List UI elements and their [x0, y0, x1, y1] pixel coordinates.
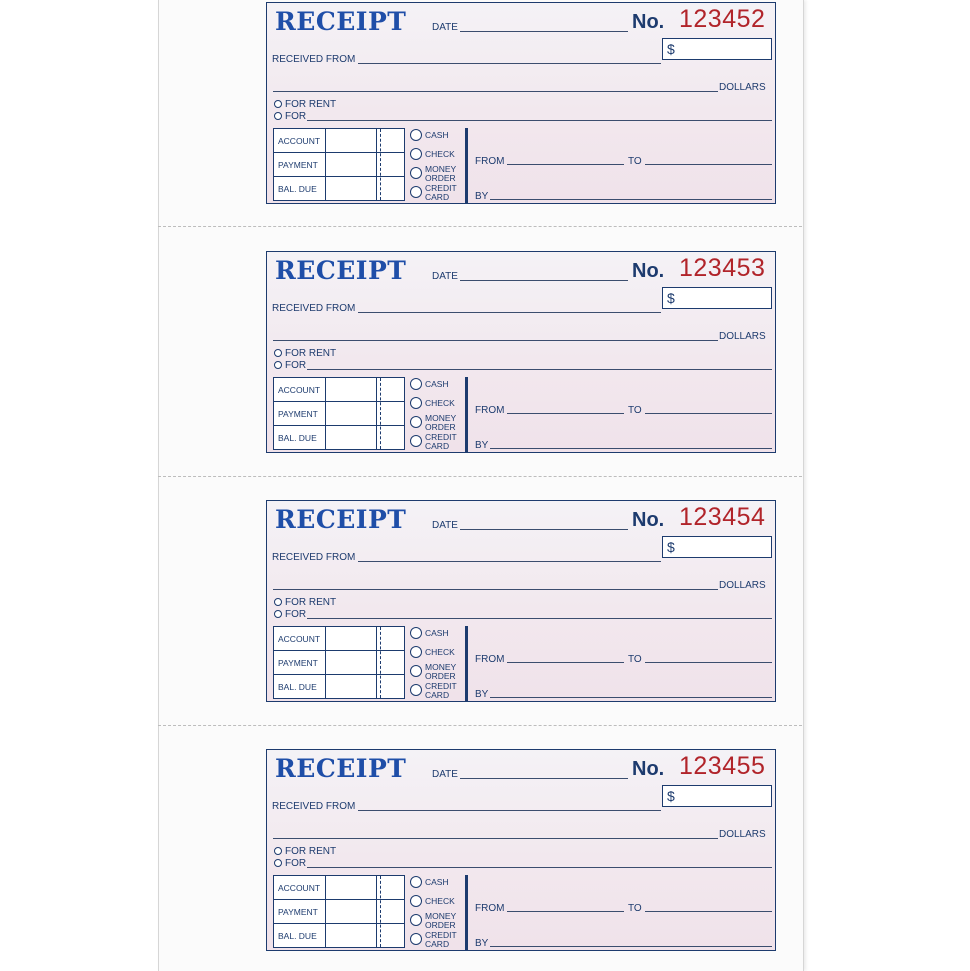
for-rent-label: FOR RENT — [285, 597, 337, 608]
account-amount-cell[interactable] — [326, 876, 406, 899]
for-label: FOR — [285, 609, 307, 620]
payment-amount-cell[interactable] — [326, 153, 406, 176]
for-rent-radio[interactable] — [274, 100, 282, 108]
to-field[interactable] — [645, 413, 772, 414]
credit-card-label-line2: CARD — [425, 939, 450, 949]
received-from-field[interactable] — [358, 810, 661, 811]
from-field[interactable] — [507, 164, 624, 165]
account-table — [273, 377, 405, 450]
receipt-number: 123453 — [679, 254, 766, 282]
from-label: FROM — [475, 654, 505, 665]
for-radio[interactable] — [274, 859, 282, 867]
account-table — [273, 875, 405, 948]
for-label: FOR — [285, 111, 307, 122]
check-radio[interactable] — [410, 397, 422, 409]
date-label: DATE — [432, 22, 458, 33]
perforation-line — [158, 226, 802, 227]
received-from-label: RECEIVED FROM — [272, 801, 356, 812]
payment-label: PAYMENT — [278, 409, 318, 419]
amount-in-words-field[interactable] — [273, 91, 718, 92]
receipt-title: RECEIPT — [275, 754, 407, 783]
check-label: CHECK — [425, 398, 455, 408]
by-field[interactable] — [490, 448, 772, 449]
credit-card-label-line2: CARD — [425, 192, 450, 202]
money-order-radio[interactable] — [410, 665, 422, 677]
bal-due-label: BAL. DUE — [278, 184, 317, 194]
money-order-label-line2: ORDER — [425, 173, 456, 183]
receipt-number-label: No. — [632, 509, 665, 531]
section-divider — [465, 626, 468, 701]
cash-label: CASH — [425, 130, 449, 140]
by-field[interactable] — [490, 697, 772, 698]
receipt-form-2 — [266, 251, 776, 453]
check-label: CHECK — [425, 896, 455, 906]
date-field[interactable] — [460, 778, 628, 779]
credit-card-radio[interactable] — [410, 684, 422, 696]
to-label: TO — [628, 156, 642, 167]
by-label: BY — [475, 938, 489, 949]
amount-field[interactable] — [662, 38, 772, 60]
credit-card-label-line2: CARD — [425, 690, 450, 700]
account-amount-cell[interactable] — [326, 378, 406, 401]
payment-label: PAYMENT — [278, 907, 318, 917]
payment-label: PAYMENT — [278, 160, 318, 170]
bal-due-amount-cell[interactable] — [326, 675, 406, 699]
from-label: FROM — [475, 903, 505, 914]
received-from-field[interactable] — [358, 63, 661, 64]
account-label: ACCOUNT — [278, 634, 321, 644]
for-rent-radio[interactable] — [274, 598, 282, 606]
dollar-sign: $ — [667, 539, 675, 555]
receipt-number: 123455 — [679, 752, 766, 780]
section-divider — [465, 128, 468, 203]
cash-radio[interactable] — [410, 378, 422, 390]
receipt-number-label: No. — [632, 11, 665, 33]
date-label: DATE — [432, 271, 458, 282]
amount-in-words-field[interactable] — [273, 589, 718, 590]
money-order-label-line2: ORDER — [425, 422, 456, 432]
receipt-form-4 — [266, 749, 776, 951]
for-field[interactable] — [307, 618, 772, 619]
dollars-label: DOLLARS — [719, 580, 766, 591]
from-field[interactable] — [507, 911, 624, 912]
money-order-label-line2: ORDER — [425, 920, 456, 930]
dollar-sign: $ — [667, 290, 675, 306]
dollars-label: DOLLARS — [719, 829, 766, 840]
from-label: FROM — [475, 156, 505, 167]
credit-card-label-line1: CREDIT — [425, 432, 457, 442]
receipt-number-label: No. — [632, 758, 665, 780]
dollars-label: DOLLARS — [719, 82, 766, 93]
to-label: TO — [628, 903, 642, 914]
account-amount-cell[interactable] — [326, 627, 406, 650]
bal-due-label: BAL. DUE — [278, 433, 317, 443]
for-radio[interactable] — [274, 610, 282, 618]
receipt-form-1 — [266, 2, 776, 204]
credit-card-radio[interactable] — [410, 933, 422, 945]
payment-amount-cell[interactable] — [326, 900, 406, 923]
credit-card-radio[interactable] — [410, 186, 422, 198]
receipt-title: RECEIPT — [275, 256, 407, 285]
perforation-line — [158, 476, 802, 477]
credit-card-label-line1: CREDIT — [425, 930, 457, 940]
dollar-sign: $ — [667, 788, 675, 804]
cash-label: CASH — [425, 877, 449, 887]
to-label: TO — [628, 654, 642, 665]
receipt-title: RECEIPT — [275, 505, 407, 534]
to-label: TO — [628, 405, 642, 416]
money-order-radio[interactable] — [410, 914, 422, 926]
by-field[interactable] — [490, 946, 772, 947]
from-label: FROM — [475, 405, 505, 416]
receipt-title: RECEIPT — [275, 7, 407, 36]
money-order-label-line1: MONEY — [425, 413, 457, 423]
by-label: BY — [475, 689, 489, 700]
dollars-label: DOLLARS — [719, 331, 766, 342]
amount-field[interactable] — [662, 536, 772, 558]
dollar-sign: $ — [667, 41, 675, 57]
bal-due-label: BAL. DUE — [278, 682, 317, 692]
from-field[interactable] — [507, 662, 624, 663]
money-order-label-line1: MONEY — [425, 164, 457, 174]
check-radio[interactable] — [410, 895, 422, 907]
credit-card-label-line1: CREDIT — [425, 183, 457, 193]
account-table — [273, 128, 405, 201]
for-rent-label: FOR RENT — [285, 348, 337, 359]
bal-due-amount-cell[interactable] — [326, 177, 406, 201]
received-from-field[interactable] — [358, 561, 661, 562]
receipt-number: 123454 — [679, 503, 766, 531]
bal-due-amount-cell[interactable] — [326, 426, 406, 450]
credit-card-label-line2: CARD — [425, 441, 450, 451]
for-rent-label: FOR RENT — [285, 99, 337, 110]
cash-label: CASH — [425, 628, 449, 638]
for-label: FOR — [285, 858, 307, 869]
check-label: CHECK — [425, 647, 455, 657]
date-label: DATE — [432, 520, 458, 531]
money-order-radio[interactable] — [410, 416, 422, 428]
received-from-label: RECEIVED FROM — [272, 303, 356, 314]
cash-radio[interactable] — [410, 876, 422, 888]
bal-due-amount-cell[interactable] — [326, 924, 406, 948]
to-field[interactable] — [645, 662, 772, 663]
bal-due-label: BAL. DUE — [278, 931, 317, 941]
for-label: FOR — [285, 360, 307, 371]
receipt-form-3 — [266, 500, 776, 702]
section-divider — [465, 377, 468, 452]
cash-radio[interactable] — [410, 627, 422, 639]
date-field[interactable] — [460, 529, 628, 530]
by-label: BY — [475, 440, 489, 451]
check-radio[interactable] — [410, 646, 422, 658]
perforation-line — [158, 725, 802, 726]
for-field[interactable] — [307, 369, 772, 370]
date-field[interactable] — [460, 280, 628, 281]
cash-radio[interactable] — [410, 129, 422, 141]
for-rent-radio[interactable] — [274, 349, 282, 357]
for-radio[interactable] — [274, 361, 282, 369]
for-field[interactable] — [307, 867, 772, 868]
received-from-field[interactable] — [358, 312, 661, 313]
for-rent-radio[interactable] — [274, 847, 282, 855]
to-field[interactable] — [645, 164, 772, 165]
money-order-radio[interactable] — [410, 167, 422, 179]
date-field[interactable] — [460, 31, 628, 32]
amount-field[interactable] — [662, 785, 772, 807]
account-label: ACCOUNT — [278, 883, 321, 893]
section-divider — [465, 875, 468, 950]
by-label: BY — [475, 191, 489, 202]
for-radio[interactable] — [274, 112, 282, 120]
received-from-label: RECEIVED FROM — [272, 552, 356, 563]
account-amount-cell[interactable] — [326, 129, 406, 152]
amount-in-words-field[interactable] — [273, 838, 718, 839]
money-order-label-line1: MONEY — [425, 911, 457, 921]
account-table — [273, 626, 405, 699]
payment-amount-cell[interactable] — [326, 651, 406, 674]
check-label: CHECK — [425, 149, 455, 159]
check-radio[interactable] — [410, 148, 422, 160]
payment-amount-cell[interactable] — [326, 402, 406, 425]
amount-in-words-field[interactable] — [273, 340, 718, 341]
credit-card-radio[interactable] — [410, 435, 422, 447]
from-field[interactable] — [507, 413, 624, 414]
to-field[interactable] — [645, 911, 772, 912]
amount-field[interactable] — [662, 287, 772, 309]
payment-label: PAYMENT — [278, 658, 318, 668]
cash-label: CASH — [425, 379, 449, 389]
money-order-label-line2: ORDER — [425, 671, 456, 681]
account-label: ACCOUNT — [278, 136, 321, 146]
for-rent-label: FOR RENT — [285, 846, 337, 857]
money-order-label-line1: MONEY — [425, 662, 457, 672]
date-label: DATE — [432, 769, 458, 780]
for-field[interactable] — [307, 120, 772, 121]
account-label: ACCOUNT — [278, 385, 321, 395]
receipt-number: 123452 — [679, 5, 766, 33]
by-field[interactable] — [490, 199, 772, 200]
receipt-number-label: No. — [632, 260, 665, 282]
credit-card-label-line1: CREDIT — [425, 681, 457, 691]
received-from-label: RECEIVED FROM — [272, 54, 356, 65]
